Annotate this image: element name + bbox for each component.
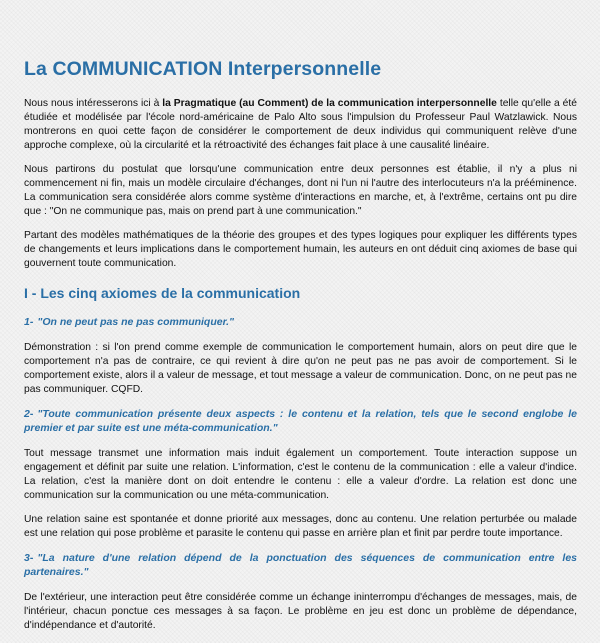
axiom-1-title-text: "On ne peut pas ne pas communiquer." bbox=[37, 316, 235, 328]
intro-paragraph-1 bbox=[24, 97, 577, 153]
section-heading: I - Les cinq axiomes de la communication bbox=[24, 285, 301, 301]
intro-paragraph-2: Nous partirons du postulat que lorsqu'une communication entre deux personnes est établie, il n'y a plus ni commencement ni fin, mais un modèle circulaire d'échanges, dont ni l'un ni l'autre des interlocuteurs n'a la prééminence. La communication sera considérée alors comme système d'interactions en marche, et, à l'extrême, certains ont pu dire que : "On ne communique pas, mais on prend part à une communication." bbox=[24, 164, 577, 217]
axiom-2-paragraph-1: Tout message transmet une information mais induit également un comportement. Toute interaction suppose un engagement et définit par suite une relation. L'information, c'est le contenu de la communication : elle a valeur d'indice. La relation, c'est la manière dont on doit entendre le contenu : elle a valeur d'ordre. La relation est donc une communication sur la communication ou une méta-communication. bbox=[24, 448, 577, 501]
intro-text-end: telle qu'elle a été étudiée et modélisée par l'école nord-américaine de Palo Alto sous l'impulsion du Professeur Paul Watzlawick. Nous montrerons en quoi cette façon de considérer le comportement de deux individus qui communiquent relève d'une approche complexe, où la circularité et la rétroactivité des échanges fait place à une causalité linéaire. bbox=[24, 98, 577, 151]
page-title: La COMMUNICATION Interpersonnelle bbox=[24, 58, 382, 80]
axiom-2-title bbox=[24, 407, 577, 435]
axiom-2-number: 2- bbox=[24, 408, 34, 420]
axiom-3-number: 3- bbox=[24, 552, 34, 564]
article bbox=[24, 58, 577, 643]
axiom-2-paragraph-2: Une relation saine est spontanée et donne priorité aux messages, donc au contenu. Une relation perturbée ou malade est une relation qui pose problème et parasite le contenu qui passe en arrière plan et finit par perdre toute importance. bbox=[24, 514, 577, 539]
intro-paragraph-3: Partant des modèles mathématiques de la théorie des groupes et des types logiques pour expliquer les différents types de changements et leurs implications dans le comportement humain, les auteurs en ont déduit cinq axiomes de base qui gouvernent toute communication. bbox=[24, 230, 577, 269]
axiom-3-title bbox=[24, 551, 577, 579]
axiom-1-title bbox=[24, 315, 577, 329]
intro-emphasis: la Pragmatique (au Comment) de la communication interpersonnelle bbox=[162, 98, 497, 109]
intro-text-start: Nous nous intéresserons ici à bbox=[24, 98, 163, 109]
axiom-3-paragraph-1: De l'extérieur, une interaction peut être considérée comme un échange ininterrompu d'échanges de messages, mais, de l'intérieur, chacun ponctue ces messages à sa façon. Le problème en jeu est donc un problème de dépendance, d'indépendance et d'autorité. bbox=[24, 592, 577, 631]
axiom-1-paragraph-1: Démonstration : si l'on prend comme exemple de communication le comportement humain, alors on peut dire que le comportement n'a pas de contraire, ce qui revient à dire qu'on ne peut pas ne pas avoir de comportement. Si le comportement existe, alors il a valeur de message, et tout message a valeur de communication. Donc, on ne peut pas ne pas communiquer. CQFD. bbox=[24, 342, 577, 395]
axiom-2-title-text: "Toute communication présente deux aspects : le contenu et la relation, tels que le second englobe le premier et par suite est une méta-communication." bbox=[24, 408, 577, 434]
axiom-1-number: 1- bbox=[24, 316, 34, 328]
axiom-3-title-text: "La nature d'une relation dépend de la ponctuation des séquences de communication entre les partenaires." bbox=[24, 552, 577, 578]
